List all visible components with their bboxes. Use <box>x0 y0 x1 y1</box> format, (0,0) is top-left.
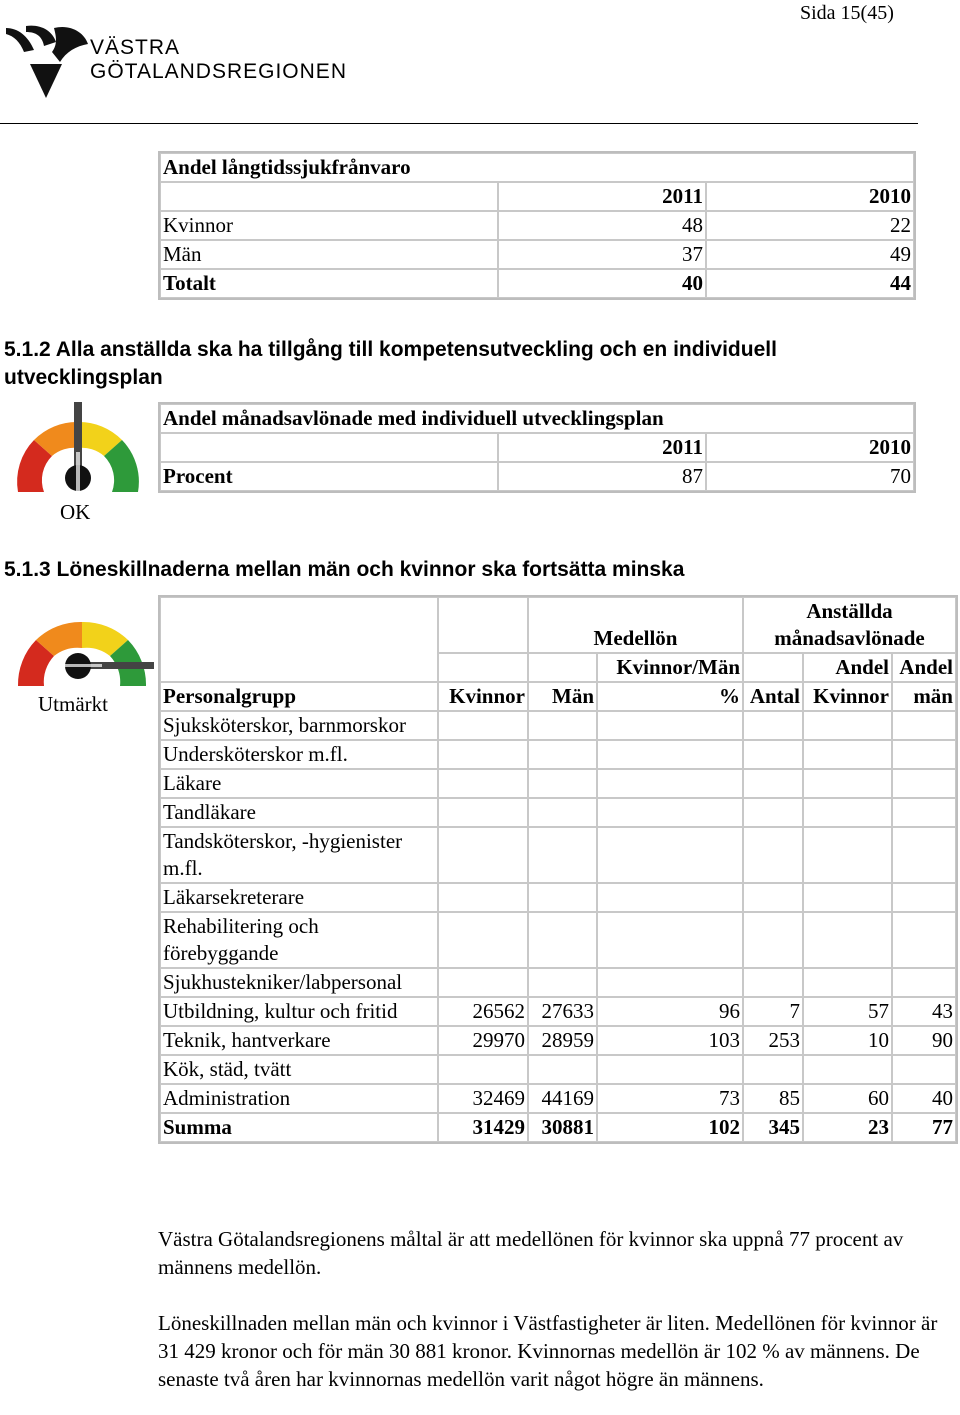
salary-cell-andel_m <box>892 968 956 997</box>
salary-cell-group: Teknik, hantverkare <box>160 1026 438 1055</box>
salary-cell-pct <box>597 769 743 798</box>
salary-cell-andel_m: 43 <box>892 997 956 1026</box>
salary-cell-andel_k: 10 <box>803 1026 892 1055</box>
salary-cell-kvinnor <box>438 912 528 968</box>
salary-cell-man <box>528 798 597 827</box>
salary-cell-andel_k <box>803 968 892 997</box>
salary-cell-andel_m <box>892 827 956 883</box>
speedometer-excellent-icon <box>12 600 154 692</box>
sick-leave-table <box>158 151 916 300</box>
gauge-ok-label: OK <box>60 500 91 524</box>
salary-cell-andel_m <box>892 798 956 827</box>
salary-cell-andel_k <box>803 740 892 769</box>
andel-man-header-bottom: män <box>892 682 956 711</box>
salary-cell-andel_m <box>892 912 956 968</box>
header-divider <box>0 123 918 124</box>
salary-cell-man <box>528 711 597 740</box>
salary-cell-antal <box>743 912 803 968</box>
salary-cell-man: 28959 <box>528 1026 597 1055</box>
gauge-excellent-label: Utmärkt <box>38 692 108 716</box>
table-header-row <box>160 682 956 711</box>
section-heading-512: 5.1.2 Alla anställda ska ha tillgång till kompetensutveckling och en individuell utvecklingsplan <box>4 338 777 389</box>
salary-cell-antal <box>743 798 803 827</box>
salary-cell-antal <box>743 827 803 883</box>
salary-cell-andel_k <box>803 798 892 827</box>
salary-table <box>158 595 958 1144</box>
salary-cell-kvinnor <box>438 740 528 769</box>
paragraph-target: Västra Götalandsregionens måltal är att medellönen för kvinnor ska uppnå 77 procent av männens medellön. <box>158 1227 904 1279</box>
salary-cell-antal <box>743 769 803 798</box>
vgr-logo-mark-icon <box>4 22 90 102</box>
salary-cell-andel_k: 57 <box>803 997 892 1026</box>
table-row <box>160 798 956 827</box>
table-row <box>160 883 956 912</box>
andel-kvinnor-header-bottom: Kvinnor <box>803 682 892 711</box>
salary-cell-man <box>528 769 597 798</box>
salary-cell-pct: 103 <box>597 1026 743 1055</box>
salary-cell-man: 27633 <box>528 997 597 1026</box>
salary-cell-andel_m <box>892 769 956 798</box>
salary-cell-andel_m <box>892 883 956 912</box>
personalgrupp-header: Personalgrupp <box>160 682 438 711</box>
salary-cell-antal <box>743 883 803 912</box>
salary-cell-group: Undersköterskor m.fl. <box>160 740 438 769</box>
salary-cell-andel_k: 60 <box>803 1084 892 1113</box>
salary-cell-pct <box>597 912 743 968</box>
development-plan-title: Andel månadsavlönade med individuell utvecklingsplan <box>160 404 914 433</box>
table-row: Procent 87 70 <box>160 462 914 491</box>
salary-cell-man <box>528 1055 597 1084</box>
salary-cell-kvinnor <box>438 827 528 883</box>
man-header: Män <box>528 682 597 711</box>
table-header-row <box>160 182 914 211</box>
anstallda-header: Anställda månadsavlönade <box>743 597 956 653</box>
year-2010-header: 2010 <box>706 182 914 211</box>
vgr-logo <box>4 22 374 102</box>
logo-line1: VÄSTRA <box>90 36 181 59</box>
salary-cell-andel_k <box>803 711 892 740</box>
table-row <box>160 1026 956 1055</box>
logo-line2: GÖTALANDSREGIONEN <box>90 60 347 83</box>
salary-cell-andel_k <box>803 912 892 968</box>
andel-kvinnor-header-top: Andel <box>803 653 892 682</box>
salary-cell-pct <box>597 883 743 912</box>
salary-cell-antal <box>743 740 803 769</box>
table-title-row <box>160 153 914 182</box>
sick-leave-title: Andel långtidssjukfrånvaro <box>160 153 914 182</box>
salary-cell-andel_m: 90 <box>892 1026 956 1055</box>
table-row <box>160 711 956 740</box>
salary-cell-pct <box>597 740 743 769</box>
medellon-header: Medellön <box>528 597 743 653</box>
salary-cell-man <box>528 740 597 769</box>
salary-cell-kvinnor <box>438 769 528 798</box>
salary-cell-andel_m <box>892 740 956 769</box>
table-row <box>160 1084 956 1113</box>
salary-cell-group: Kök, städ, tvätt <box>160 1055 438 1084</box>
antal-header: Antal <box>743 682 803 711</box>
andel-man-header-top: Andel <box>892 653 956 682</box>
ratio-header-bottom: % <box>597 682 743 711</box>
salary-cell-andel_m <box>892 1055 956 1084</box>
salary-cell-kvinnor: 29970 <box>438 1026 528 1055</box>
salary-cell-antal <box>743 1055 803 1084</box>
salary-cell-antal: 7 <box>743 997 803 1026</box>
salary-cell-antal: 253 <box>743 1026 803 1055</box>
table-row <box>160 1055 956 1084</box>
salary-cell-group: Tandläkare <box>160 798 438 827</box>
development-plan-table: Andel månadsavlönade med individuell utvecklingsplan 2011 2010 Procent 87 70 <box>158 402 916 493</box>
salary-cell-andel_k <box>803 827 892 883</box>
salary-cell-group: Läkarsekreterare <box>160 883 438 912</box>
salary-cell-kvinnor <box>438 968 528 997</box>
salary-cell-group: Sjukhustekniker/labpersonal <box>160 968 438 997</box>
table-group-header-row <box>160 597 956 653</box>
table-row <box>160 827 956 883</box>
table-total-row: Summa 31429 30881 102 345 23 77 <box>160 1113 956 1142</box>
salary-cell-kvinnor <box>438 798 528 827</box>
salary-cell-pct <box>597 827 743 883</box>
salary-cell-group: Utbildning, kultur och fritid <box>160 997 438 1026</box>
salary-cell-andel_k <box>803 769 892 798</box>
kvinnor-header: Kvinnor <box>438 682 528 711</box>
salary-cell-antal <box>743 711 803 740</box>
table-row: Män 37 49 <box>160 240 914 269</box>
salary-cell-man <box>528 968 597 997</box>
table-row <box>160 968 956 997</box>
salary-cell-man <box>528 883 597 912</box>
table-row <box>160 740 956 769</box>
salary-cell-pct <box>597 798 743 827</box>
table-row <box>160 997 956 1026</box>
salary-cell-pct <box>597 711 743 740</box>
salary-cell-kvinnor <box>438 711 528 740</box>
salary-cell-group: Administration <box>160 1084 438 1113</box>
ratio-header-top: Kvinnor/Män <box>597 653 743 682</box>
salary-cell-antal: 85 <box>743 1084 803 1113</box>
salary-cell-group: Rehabilitering och förebyggande <box>160 912 438 968</box>
salary-cell-kvinnor <box>438 883 528 912</box>
salary-cell-group: Sjuksköterskor, barnmorskor <box>160 711 438 740</box>
salary-cell-kvinnor: 26562 <box>438 997 528 1026</box>
salary-cell-andel_k <box>803 883 892 912</box>
page-number: Sida 15(45) <box>800 2 894 24</box>
year-2011-header: 2011 <box>498 182 706 211</box>
salary-cell-group: Läkare <box>160 769 438 798</box>
salary-cell-pct <box>597 968 743 997</box>
salary-cell-man <box>528 912 597 968</box>
speedometer-ok-icon <box>12 400 144 500</box>
salary-cell-antal <box>743 968 803 997</box>
section-heading-513: 5.1.3 Löneskillnaderna mellan män och kvinnor ska fortsätta minska <box>4 558 685 581</box>
paragraph-salary-difference: Löneskillnaden mellan män och kvinnor i Västfastigheter är liten. Medellönen för kvinnor är 31 429 kronor och för män 30 881 kronor. Kvinnornas medellön är 102 % av männens. De senaste två åren har kvinnornas medellön varit något högre än männens. <box>158 1311 938 1391</box>
salary-cell-pct <box>597 1055 743 1084</box>
table-total-row: Totalt 40 44 <box>160 269 914 298</box>
table-row <box>160 769 956 798</box>
salary-cell-man <box>528 827 597 883</box>
table-row <box>160 912 956 968</box>
table-row: Kvinnor 48 22 <box>160 211 914 240</box>
salary-cell-pct: 73 <box>597 1084 743 1113</box>
salary-cell-man: 44169 <box>528 1084 597 1113</box>
salary-cell-andel_m <box>892 711 956 740</box>
salary-cell-group: Tandsköterskor, -hygienister m.fl. <box>160 827 438 883</box>
salary-cell-andel_m: 40 <box>892 1084 956 1113</box>
salary-cell-pct: 96 <box>597 997 743 1026</box>
salary-cell-kvinnor: 32469 <box>438 1084 528 1113</box>
salary-cell-kvinnor <box>438 1055 528 1084</box>
salary-cell-andel_k <box>803 1055 892 1084</box>
